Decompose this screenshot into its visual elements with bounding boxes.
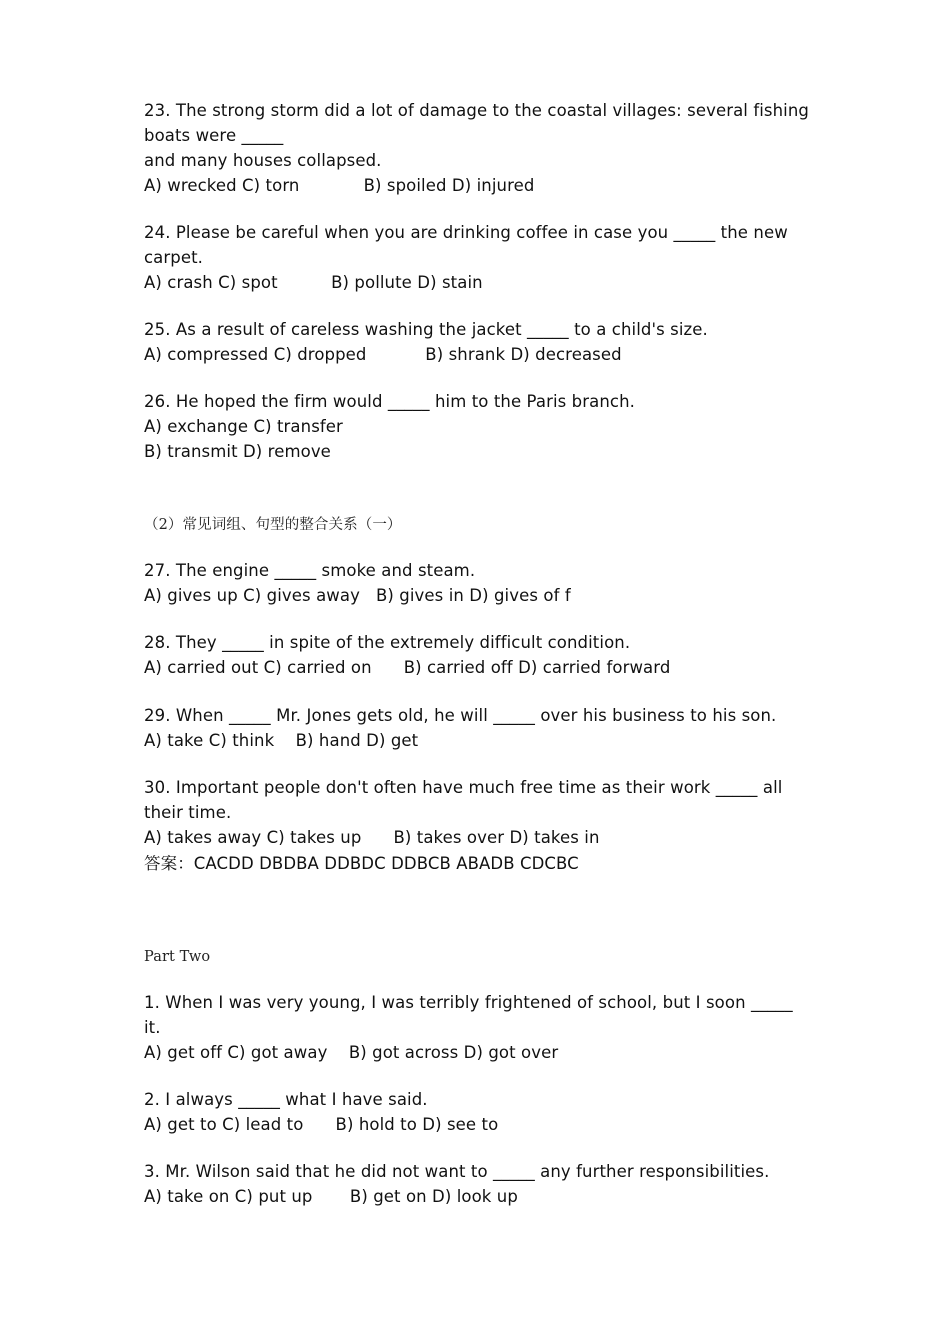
q30-stem-line2: their time. (144, 803, 232, 822)
p2-q1-options: A) get off C) got away B) got across D) got over (144, 1043, 559, 1062)
q29-options: A) take C) think B) hand D) get (144, 731, 419, 750)
q25-stem: 25. As a result of careless washing the jacket _____ to a child's size. (144, 320, 708, 339)
section-heading: （2）常见词组、句型的整合关系（一） (144, 517, 402, 533)
q26-options-1: A) exchange C) transfer (144, 417, 343, 436)
q30-options: A) takes away C) takes up B) takes over D) takes in (144, 828, 600, 847)
q27-options: A) gives up C) gives away B) gives in D) gives of f (144, 586, 571, 605)
p2-q2-stem: 2. I always _____ what I have said. (144, 1090, 428, 1109)
p2-q1-stem-line2: it. (144, 1018, 161, 1037)
q24-stem-line1: 24. Please be careful when you are drinking coffee in case you _____ the new (144, 223, 788, 242)
q26-options-2: B) transmit D) remove (144, 442, 331, 461)
part-two-heading: Part Two (144, 949, 211, 965)
q28-stem: 28. They _____ in spite of the extremely difficult condition. (144, 633, 631, 652)
answer-key: 答案：CACDD DBDBA DDBDC DDBCB ABADB CDCBC (144, 854, 579, 873)
q23-stem-line1: 23. The strong storm did a lot of damage to the coastal villages: several fishing (144, 101, 809, 120)
q27-stem: 27. The engine _____ smoke and steam. (144, 561, 476, 580)
q23-stem-line2: boats were _____ (144, 126, 284, 145)
p2-q3-stem: 3. Mr. Wilson said that he did not want to _____ any further responsibilities. (144, 1162, 770, 1181)
p2-q2-options: A) get to C) lead to B) hold to D) see to (144, 1115, 499, 1134)
q23-options: A) wrecked C) torn B) spoiled D) injured (144, 176, 535, 195)
p2-q1-stem-line1: 1. When I was very young, I was terribly frightened of school, but I soon _____ (144, 993, 793, 1012)
q24-stem-line2: carpet. (144, 248, 204, 267)
q30-stem-line1: 30. Important people don't often have much free time as their work _____ all (144, 778, 783, 797)
q24-options: A) crash C) spot B) pollute D) stain (144, 273, 483, 292)
q25-options: A) compressed C) dropped B) shrank D) decreased (144, 345, 622, 364)
q29-stem: 29. When _____ Mr. Jones gets old, he will _____ over his business to his son. (144, 706, 777, 725)
q28-options: A) carried out C) carried on B) carried off D) carried forward (144, 658, 671, 677)
q26-stem: 26. He hoped the firm would _____ him to the Paris branch. (144, 392, 635, 411)
q23-stem-line3: and many houses collapsed. (144, 151, 382, 170)
p2-q3-options: A) take on C) put up B) get on D) look up (144, 1187, 518, 1206)
